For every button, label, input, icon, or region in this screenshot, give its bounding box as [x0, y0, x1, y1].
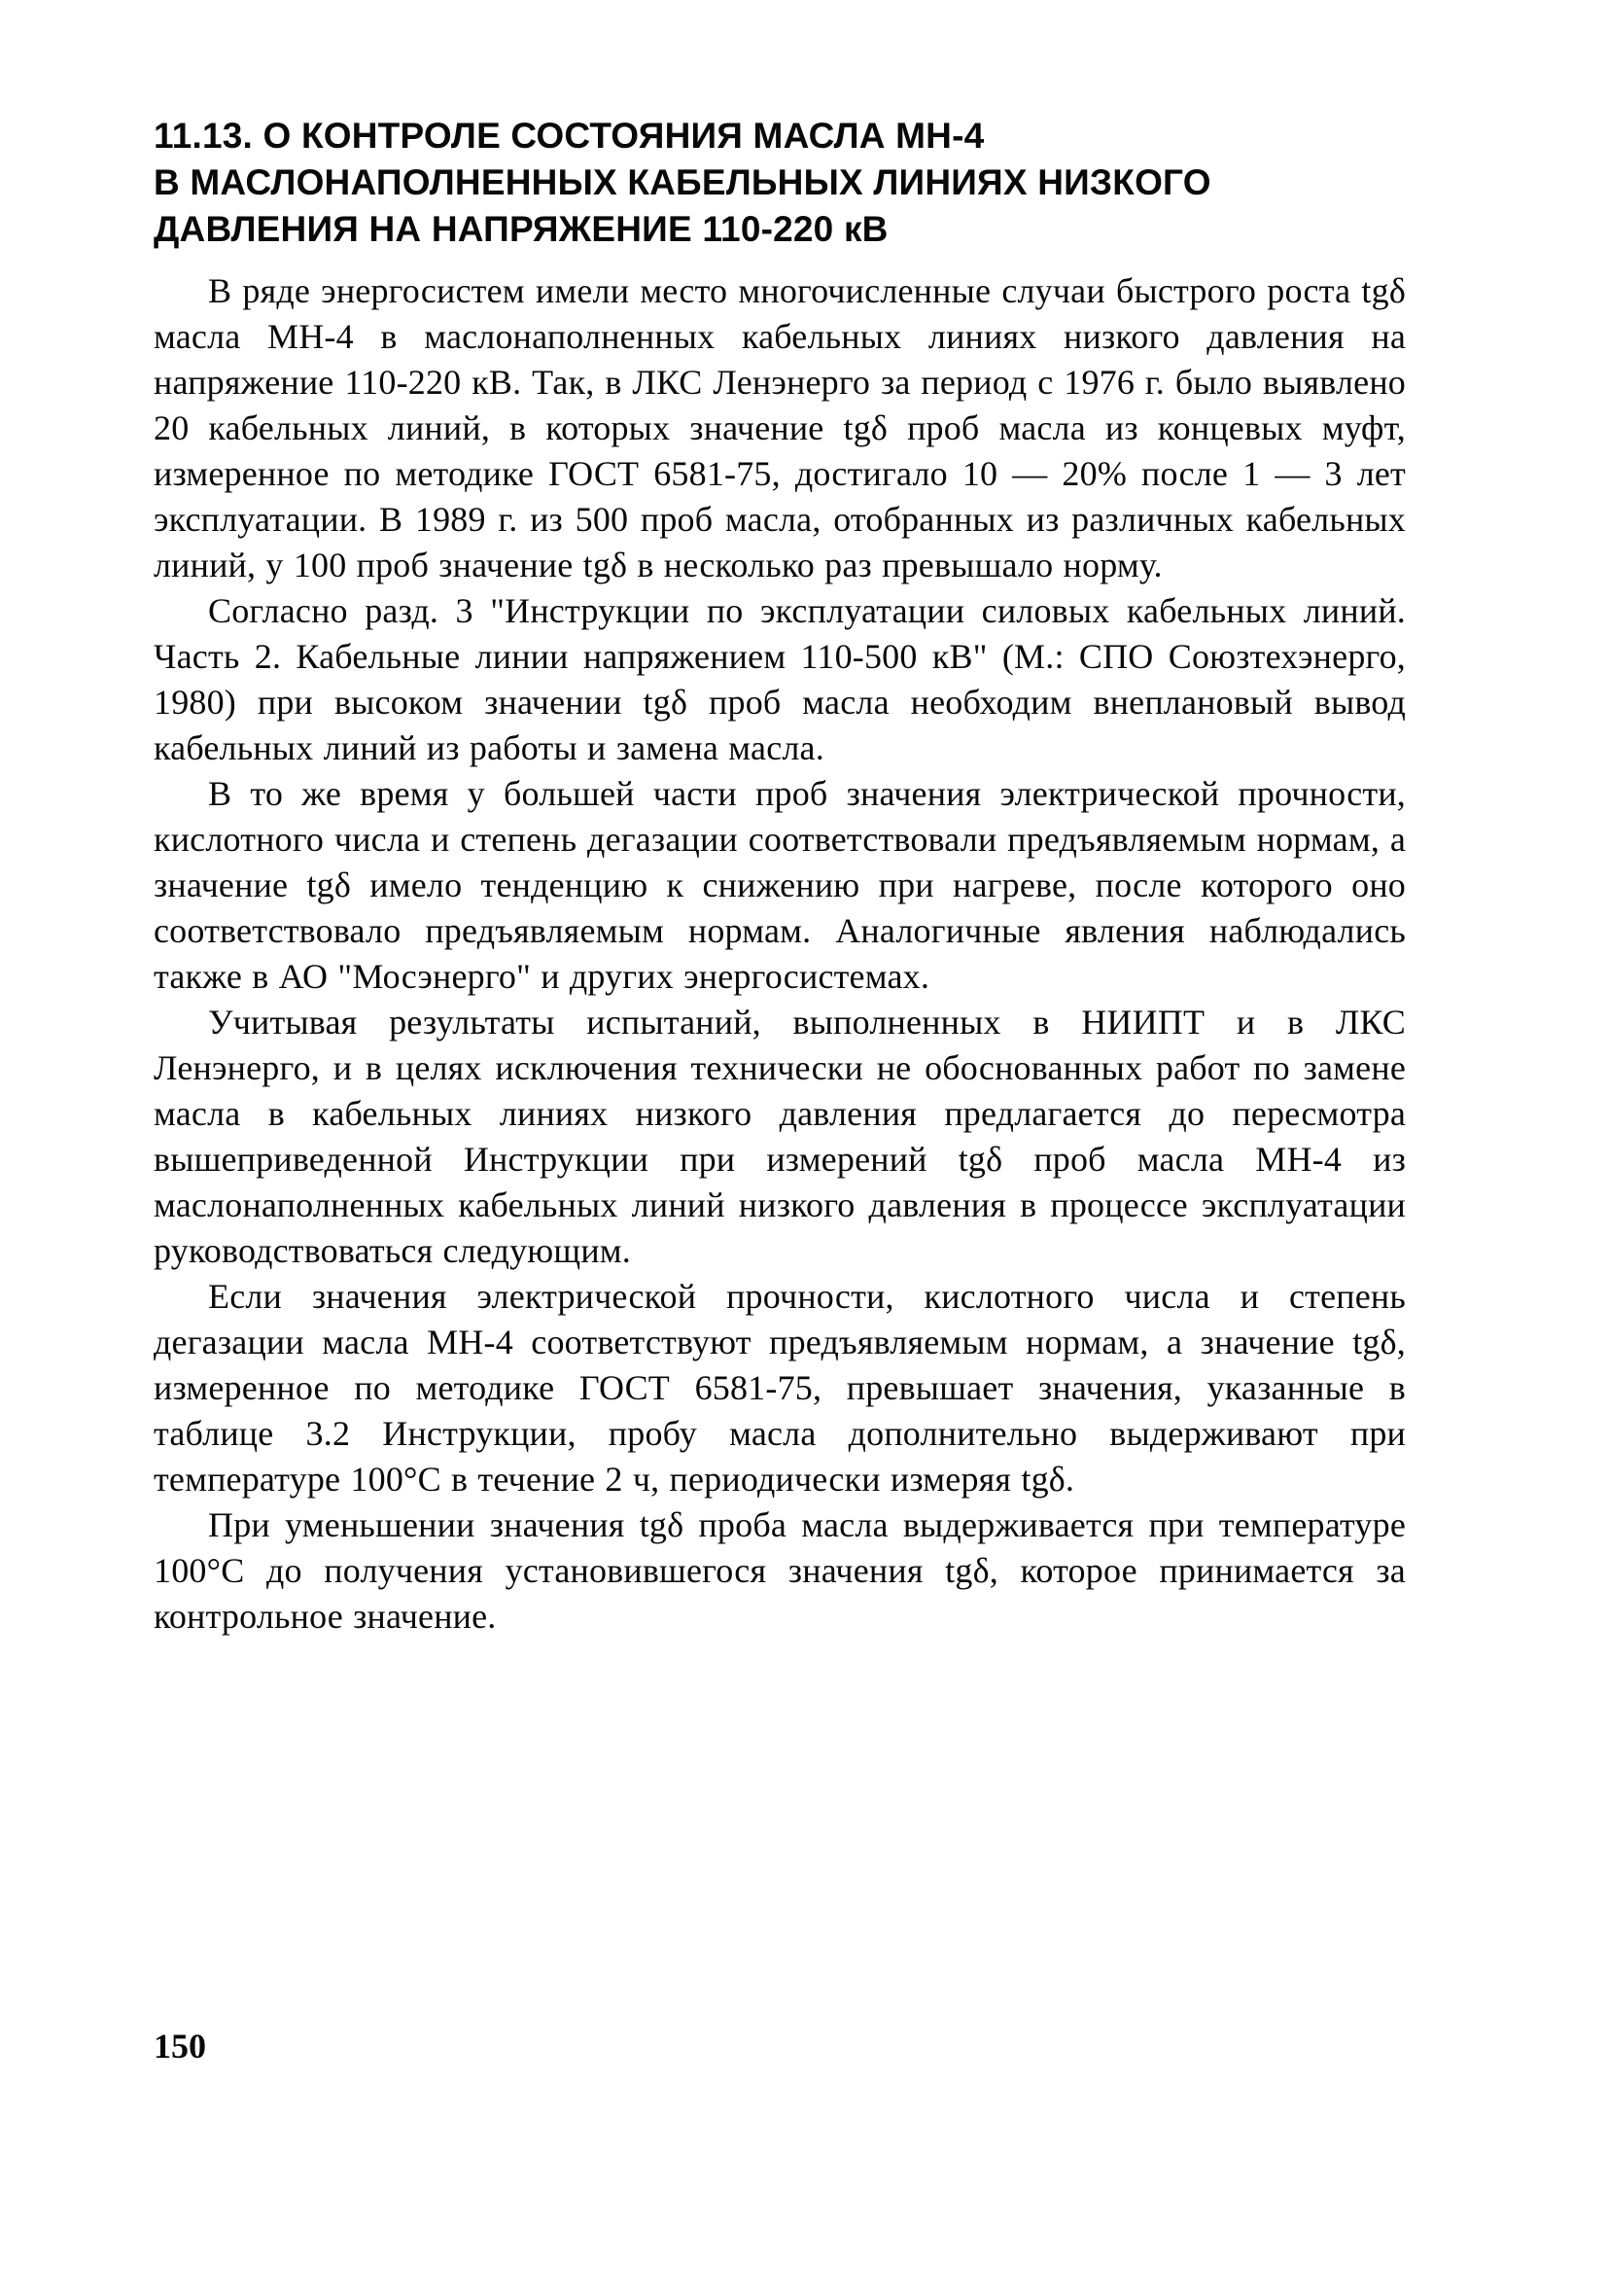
section-heading-line-2: В МАСЛОНАПОЛНЕННЫХ КАБЕЛЬНЫХ ЛИНИЯХ НИЗКОГО	[154, 162, 1211, 202]
paragraph-5: Если значения электрической прочности, кислотного числа и степень дегазации масла МН-4 соответствуют предъявляемым нормам, а значение tgδ, измеренное по методике ГОСТ 6581-75, превышает значения, указанные в таблице 3.2 Инструкции, пробу масла дополнительно выдерживают при температуре 100°С в течение 2 ч, периодически измеряя tgδ.	[154, 1277, 1406, 1499]
paragraph-3: В то же время у большей части проб значения электрической прочности, кислотного числа и степень дегазации соответствовали предъявляемым нормам, а значение tgδ имело тенденцию к снижению при нагреве, после которого оно соответствовало предъявляемым нормам. Аналогичные явления наблюдались также в АО "Мосэнерго" и других энергосистемах.	[154, 774, 1406, 996]
section-heading	[154, 113, 1406, 253]
section-heading-line-1: 11.13. О КОНТРОЛЕ СОСТОЯНИЯ МАСЛА МН-4	[154, 116, 985, 156]
text-block	[154, 113, 1406, 1640]
paragraph-4: Учитывая результаты испытаний, выполненных в НИИПТ и в ЛКС Ленэнерго, и в целях исключения технически не обоснованных работ по замене масла в кабельных линиях низкого давления предлагается до пересмотра вышеприведенной Инструкции при измерений tgδ проб масла МН-4 из маслонаполненных кабельных линий низкого давления в процессе эксплуатации руководствоваться следующим.	[154, 1003, 1406, 1270]
paragraph-2: Согласно разд. 3 "Инструкции по эксплуатации силовых кабельных линий. Часть 2. Кабельные линии напряжением 110-500 кВ" (М.: СПО Союзтехэнерго, 1980) при высоком значении tgδ проб масла необходим внеплановый вывод кабельных линий из работы и замена масла.	[154, 591, 1406, 767]
page-number: 150	[154, 2027, 206, 2066]
paragraph-6: При уменьшении значения tgδ проба масла выдерживается при температуре 100°С до получения установившегося значения tgδ, которое принимается за контрольное значение.	[154, 1505, 1406, 1636]
paragraph-1: В ряде энергосистем имели место многочисленные случаи быстрого роста tgδ масла МН-4 в маслонаполненных кабельных линиях низкого давления на напряжение 110-220 кВ. Так, в ЛКС Ленэнерго за период с 1976 г. было выявлено 20 кабельных линий, в которых значение tgδ проб масла из концевых муфт, измеренное по методике ГОСТ 6581-75, достигало 10 — 20% после 1 — 3 лет эксплуатации. В 1989 г. из 500 проб масла, отобранных из различных кабельных линий, у 100 проб значение tgδ в несколько раз превышало норму.	[154, 271, 1406, 584]
section-heading-line-3: ДАВЛЕНИЯ НА НАПРЯЖЕНИЕ 110-220 кВ	[154, 209, 889, 249]
